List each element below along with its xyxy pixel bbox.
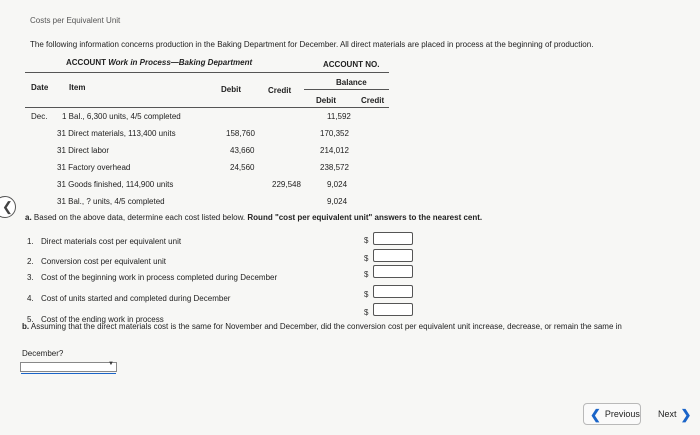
conversion-change-select[interactable] bbox=[20, 362, 117, 372]
item-number: 4. bbox=[27, 294, 34, 303]
row-debit: 158,760 bbox=[226, 129, 255, 138]
item-number: 5. bbox=[27, 315, 34, 324]
beginning-wip-cost-input[interactable] bbox=[373, 265, 413, 278]
row-debit: 24,560 bbox=[230, 163, 255, 172]
item-number: 1. bbox=[27, 237, 34, 246]
previous-panel-arrow[interactable] bbox=[0, 196, 16, 218]
col-bal-credit-header: Credit bbox=[361, 96, 385, 105]
part-b-label: b. bbox=[22, 322, 30, 331]
row-item: 31 Direct labor bbox=[57, 146, 110, 155]
row-month: Dec. bbox=[31, 112, 48, 121]
row-item: 31 Factory overhead bbox=[57, 163, 131, 172]
header-top-line bbox=[25, 72, 389, 73]
account-title bbox=[66, 58, 252, 67]
part-b-text-cont: December? bbox=[22, 349, 64, 358]
item-number: 2. bbox=[27, 257, 34, 266]
dollar-sign: $ bbox=[364, 308, 369, 317]
account-name: Work in Process—Baking Department bbox=[108, 58, 253, 67]
item-text: Cost of units started and completed during December bbox=[41, 294, 231, 303]
row-bal-debit: 9,024 bbox=[327, 180, 348, 189]
col-credit-header: Credit bbox=[268, 86, 292, 95]
col-date-header: Date bbox=[31, 83, 49, 92]
part-a-text: Based on the above data, determine each cost listed below. bbox=[33, 213, 246, 222]
part-b-text: Assuming that the direct materials cost is the same for November and December, did the conversion cost per equivalent unit increase, decrease, or remain the same in bbox=[30, 322, 622, 331]
item-text: Cost of the beginning work in process completed during December bbox=[41, 273, 278, 282]
part-a-rounding-note: Round "cost per equivalent unit" answers to the nearest cent. bbox=[247, 213, 483, 222]
row-bal-debit: 238,572 bbox=[320, 163, 349, 172]
chevron-left-icon: ❮ bbox=[590, 406, 601, 422]
account-label: ACCOUNT bbox=[66, 58, 106, 67]
next-label: Next bbox=[658, 409, 677, 419]
chevron-right-icon: ❯ bbox=[680, 406, 692, 422]
previous-button[interactable] bbox=[583, 403, 641, 425]
dollar-sign: $ bbox=[364, 254, 369, 263]
intro-text: The following information concerns production in the Baking Department for December. All direct materials are placed in process at the beginning of production. bbox=[30, 40, 594, 49]
chevron-left-icon: ❮ bbox=[2, 199, 13, 214]
col-bal-debit-header: Debit bbox=[316, 96, 336, 105]
direct-materials-cost-input[interactable] bbox=[373, 232, 413, 245]
started-completed-cost-input[interactable] bbox=[373, 285, 413, 298]
row-item: 31 Direct materials, 113,400 units bbox=[57, 129, 176, 138]
page-title: Costs per Equivalent Unit bbox=[30, 16, 121, 25]
chevron-down-icon: ▼ bbox=[108, 361, 114, 367]
part-a-label: a. bbox=[25, 213, 32, 222]
ending-wip-cost-input[interactable] bbox=[373, 303, 413, 316]
row-debit: 43,660 bbox=[230, 146, 255, 155]
header-bottom-line bbox=[25, 107, 389, 108]
balance-divider bbox=[304, 89, 389, 90]
row-item: 31 Goods finished, 114,900 units bbox=[57, 180, 174, 189]
col-item-header: Item bbox=[69, 83, 86, 92]
next-button[interactable] bbox=[652, 403, 692, 425]
row-bal-debit: 170,352 bbox=[320, 129, 349, 138]
account-no-label: ACCOUNT NO. bbox=[323, 60, 380, 69]
part-b-prompt bbox=[22, 322, 622, 331]
dollar-sign: $ bbox=[364, 290, 369, 299]
dollar-sign: $ bbox=[364, 270, 369, 279]
col-debit-header: Debit bbox=[221, 85, 241, 94]
row-bal-debit: 9,024 bbox=[327, 197, 348, 206]
row-credit: 229,548 bbox=[272, 180, 301, 189]
row-bal-debit: 11,592 bbox=[327, 112, 351, 121]
row-item: 1 Bal., 6,300 units, 4/5 completed bbox=[62, 112, 181, 121]
col-balance-header: Balance bbox=[336, 78, 367, 87]
conversion-cost-input[interactable] bbox=[373, 249, 413, 262]
previous-label: Previous bbox=[604, 409, 640, 419]
row-bal-debit: 214,012 bbox=[320, 146, 349, 155]
item-text: Conversion cost per equivalent unit bbox=[41, 257, 166, 266]
item-text: Cost of the ending work in process bbox=[41, 315, 164, 324]
row-item: 31 Bal., ? units, 4/5 completed bbox=[57, 197, 165, 206]
part-a-prompt bbox=[25, 213, 482, 222]
item-text: Direct materials cost per equivalent unit bbox=[41, 237, 182, 246]
dollar-sign: $ bbox=[364, 236, 369, 245]
item-number: 3. bbox=[27, 273, 34, 282]
